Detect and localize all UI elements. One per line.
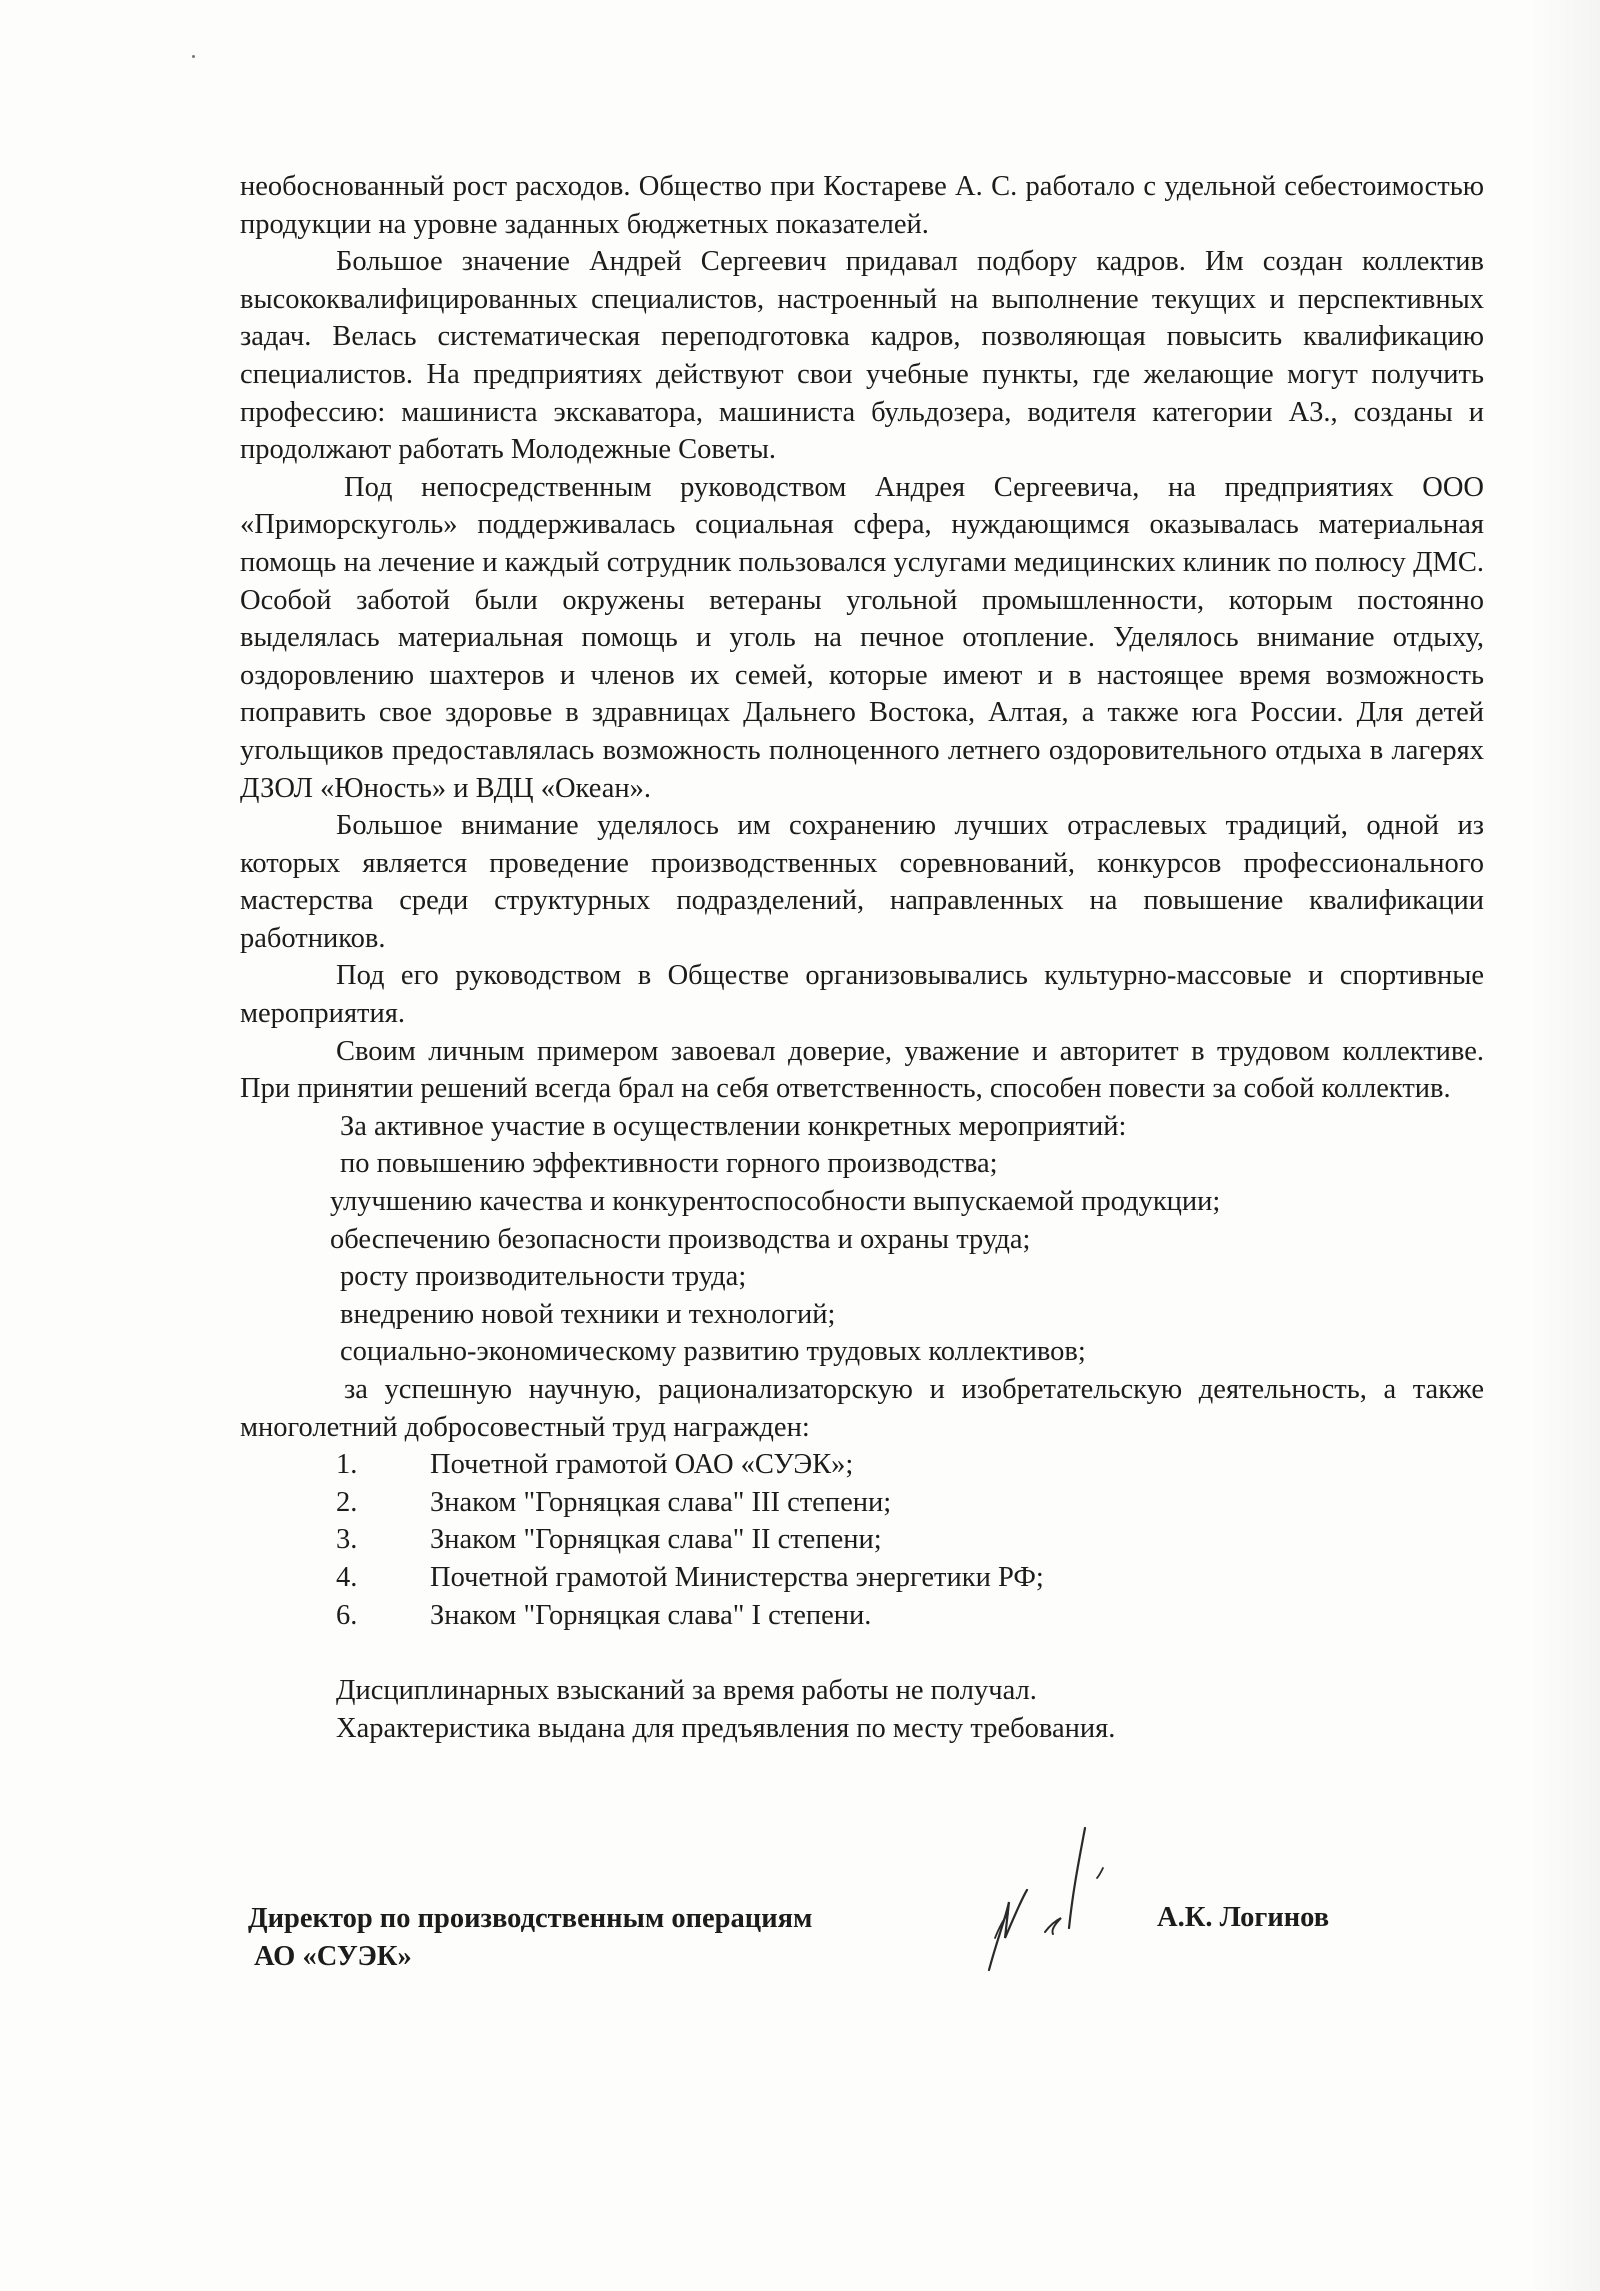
award-number: 6. bbox=[336, 1599, 358, 1631]
merit-item: улучшению качества и конкурентоспособности выпускаемой продукции; bbox=[330, 1186, 1221, 1218]
paragraph-staff: Большое значение Андрей Сергеевич придавал подбору кадров. Им создан коллектив высококвалифицированных специалистов, настроенный на выполнение текущих и перспективных задач. Велась систематическая переподготовка кадров, позволяющая повысить квалификацию специалистов. На предприятиях действуют свои учебные пункты, где желающие могут получить профессию: машиниста экскаватора, машиниста бульдозера, водителя категории А3., созданы и продолжают работать Молодежные Советы. bbox=[240, 246, 1484, 466]
signatory-position: Директор по производственным операциям bbox=[248, 1903, 813, 1934]
merit-item: обеспечению безопасности производства и охраны труда; bbox=[330, 1223, 1031, 1255]
award-text: Знаком "Горняцкая слава" I степени. bbox=[430, 1599, 872, 1631]
award-item bbox=[240, 1597, 1484, 1635]
signatory-name: А.К. Логинов bbox=[1157, 1902, 1330, 1933]
award-number: 1. bbox=[336, 1449, 358, 1481]
closing-no-penalties: Дисциплинарных взысканий за время работы не получал. bbox=[336, 1675, 1037, 1707]
merit-item: социально-экономическому развитию трудовых коллективов; bbox=[340, 1336, 1086, 1368]
closing-purpose: Характеристика выдана для предъявления по месту требования. bbox=[336, 1712, 1116, 1744]
merit-item: внедрению новой техники и технологий; bbox=[340, 1298, 836, 1330]
paragraph-authority: Своим личным примером завоевал доверие, уважение и авторитет в трудовом коллективе. При принятии решений всегда брал на себя ответственность, способен повести за собой коллектив. bbox=[240, 1035, 1484, 1105]
award-number: 3. bbox=[336, 1524, 358, 1556]
scan-edge-shadow bbox=[1530, 0, 1600, 2291]
award-number: 2. bbox=[336, 1486, 358, 1518]
paragraph-social: Под непосредственным руководством Андрея Сергеевича, на предприятиях ООО «Приморскуголь» поддерживалась социальная сфера, нуждающимся оказывалась материальная помощь на лечение и каждый сотрудник пользовался услугами медицинских клиник по полюсу ДМС. Особой заботой были окружены ветераны угольной промышленности, которым постоянно выделялась материальная помощь и уголь на печное отопление. Уделялось внимание отдыху, оздоровлению шахтеров и членов их семей, которые имеют и в настоящее время возможность поправить свое здоровье в здравницах Дальнего Востока, Алтая, а также юга России. Для детей угольщиков предоставлялась возможность полноценного летнего оздоровительного отдыха в лагерях ДЗОЛ «Юность» и ВДЦ «Океан». bbox=[240, 471, 1484, 804]
award-text: Почетной грамотой ОАО «СУЭК»; bbox=[430, 1449, 854, 1481]
paragraph-events: Под его руководством в Обществе организовывались культурно-массовые и спортивные мероприятия. bbox=[240, 960, 1484, 1030]
paragraph-traditions: Большое внимание уделялось им сохранению лучших отраслевых традиций, одной из которых является проведение производственных соревнований, конкурсов профессионального мастерства среди структурных подразделений, направленных на повышение квалификации работников. bbox=[240, 810, 1484, 954]
paragraph-awarded: за успешную научную, рационализаторскую и изобретательскую деятельность, а также многолетний добросовестный труд награжден: bbox=[240, 1374, 1484, 1443]
award-item bbox=[240, 1484, 1484, 1522]
spacer bbox=[240, 1634, 1484, 1672]
award-item bbox=[240, 1559, 1484, 1597]
document-body bbox=[240, 168, 1484, 1747]
signatory-title bbox=[248, 1900, 812, 1976]
award-text: Знаком "Горняцкая слава" II степени; bbox=[430, 1524, 882, 1556]
scan-speck bbox=[192, 55, 195, 58]
awards-list bbox=[240, 1446, 1484, 1634]
award-number: 4. bbox=[336, 1561, 358, 1593]
award-text: Почетной грамотой Министерства энергетики РФ; bbox=[430, 1561, 1044, 1593]
award-item bbox=[240, 1446, 1484, 1484]
handwritten-signature-icon bbox=[975, 1820, 1175, 1980]
merit-intro: За активное участие в осуществлении конкретных мероприятий: bbox=[340, 1110, 1127, 1142]
award-item bbox=[240, 1521, 1484, 1559]
paragraph-costs: необоснованный рост расходов. Общество при Костареве А. С. работало с удельной себестоимостью продукции на уровне заданных бюджетных показателей. bbox=[240, 171, 1484, 240]
award-text: Знаком "Горняцкая слава" III степени; bbox=[430, 1486, 892, 1518]
merit-item: по повышению эффективности горного производства; bbox=[340, 1148, 998, 1180]
merit-item: росту производительности труда; bbox=[340, 1261, 747, 1293]
signatory-company: АО «СУЭК» bbox=[254, 1941, 412, 1972]
